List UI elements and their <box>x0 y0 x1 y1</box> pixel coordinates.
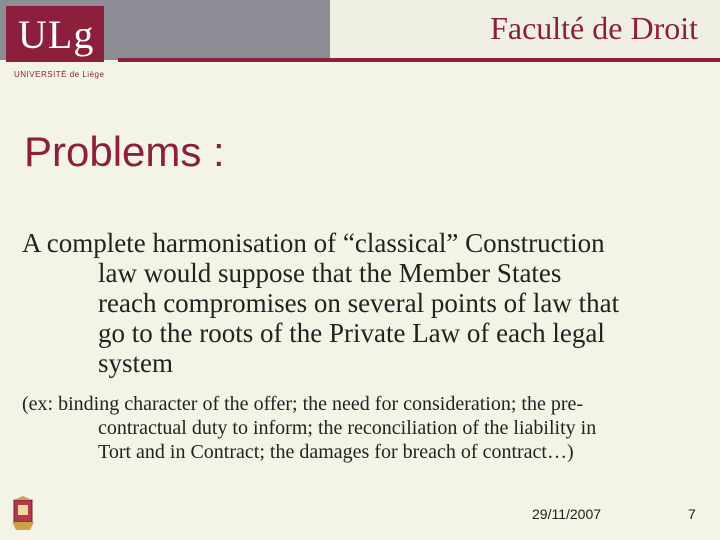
university-logo <box>6 6 106 86</box>
example-line: Tort and in Contract; the damages for breach of contract…) <box>98 441 574 463</box>
main-paragraph <box>22 228 702 378</box>
example-line: (ex: binding character of the offer; the need for consideration; the pre- <box>22 393 584 415</box>
paragraph-line: law would suppose that the Member States <box>98 258 562 288</box>
paragraph-line: A complete harmonisation of “classical” Construction <box>22 228 605 258</box>
paragraph-line: reach compromises on several points of law that <box>98 288 620 318</box>
footer-date: 29/11/2007 <box>532 506 602 522</box>
page-number: 7 <box>688 506 696 522</box>
paragraph-line: system <box>98 348 174 378</box>
logo-subtitle: UNIVERSITÉ de Liège <box>14 70 105 79</box>
slide-header <box>0 0 720 90</box>
header-accent-line <box>118 58 720 62</box>
slide-title: Problems : <box>24 128 225 175</box>
university-seal-icon <box>8 496 38 534</box>
example-line: contractual duty to inform; the reconciliation of the liability in <box>98 417 597 439</box>
faculty-name: Faculté de Droit <box>490 10 698 46</box>
example-paragraph <box>22 392 702 464</box>
logo-box <box>6 6 104 62</box>
logo-text: ULg <box>18 12 95 57</box>
paragraph-line: go to the roots of the Private Law of each legal <box>98 318 605 348</box>
